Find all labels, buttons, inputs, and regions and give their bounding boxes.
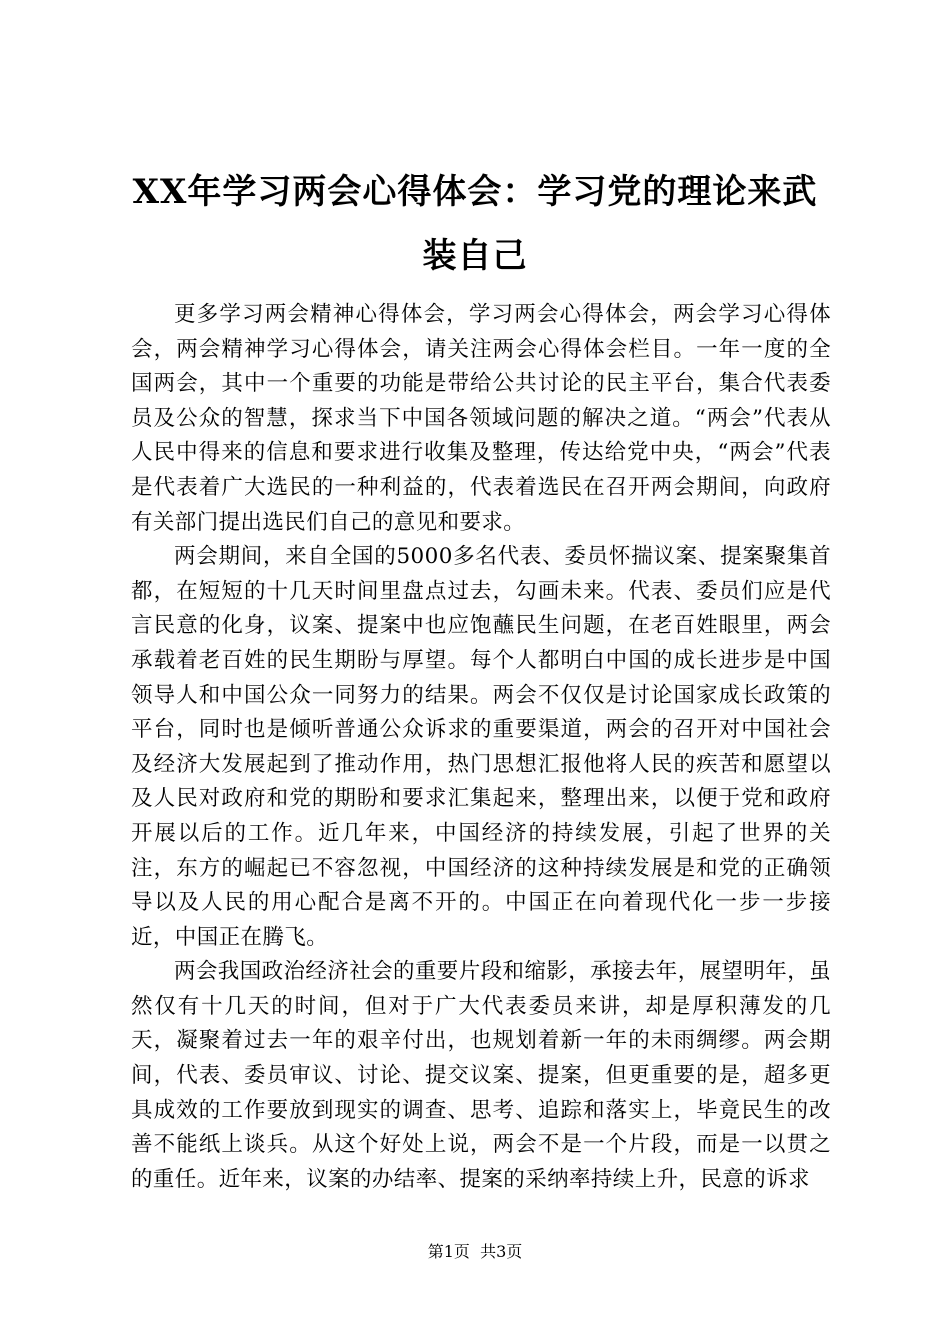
page-number: 第1页	[427, 1242, 470, 1261]
document-title: XX年学习两会心得体会：学习党的理论来武装自己	[132, 172, 818, 276]
document-body	[131, 298, 831, 1197]
paragraph-1: 更多学习两会精神心得体会，学习两会心得体会，两会学习心得体会，两会精神学习心得体会，请关注两会心得体会栏目。一年一度的全国两会，其中一个重要的功能是带给公共讨论的民主平台，集合代表委员及公众的智慧，探求当下中国各领域问题的解决之道。“两会”代表从人民中得来的信息和要求进行收集及整理，传达给党中央，“两会”代表是代表着广大选民的一种利益的，代表着选民在召开两会期间，向政府有关部门提出选民们自己的意见和要求。	[131, 302, 831, 535]
page-footer	[0, 1242, 950, 1262]
paragraph-3: 两会我国政治经济社会的重要片段和缩影，承接去年，展望明年，虽然仅有十几天的时间，但对于广大代表委员来讲，却是厚积薄发的几天，凝聚着过去一年的艰辛付出，也规划着新一年的未雨绸缪。两会期间，代表、委员审议、讨论、提交议案、提案，但更重要的是，超多更具成效的工作要放到现实的调查、思考、追踪和落实上，毕竟民生的改善不能纸上谈兵。从这个好处上说，两会不是一个片段，而是一以贯之的重任。近年来，议案的办结率、提案的采纳率持续上升，民意的诉求	[131, 959, 832, 1192]
paragraph-2: 两会期间，来自全国的5000多名代表、委员怀揣议案、提案聚集首都，在短短的十几天时间里盘点过去，勾画未来。代表、委员们应是代言民意的化身，议案、提案中也应饱蘸民生问题，在老百姓眼里，两会承载着老百姓的民生期盼与厚望。每个人都明白中国的成长进步是中国领导人和中国公众一同努力的结果。两会不仅仅是讨论国家成长政策的平台，同时也是倾听普通公众诉求的重要渠道，两会的召开对中国社会及经济大发展起到了推动作用，热门思想汇报他将人民的疾苦和愿望以及人民对政府和党的期盼和要求汇集起来，整理出来，以便于党和政府开展以后的工作。近几年来，中国经济的持续发展，引起了世界的关注，东方的崛起已不容忽视，中国经济的这种持续发展是和党的正确领导以及人民的用心配合是离不开的。中国正在向着现代化一步一步接近，中国正在腾飞。	[131, 544, 831, 950]
page-total: 共3页	[480, 1242, 523, 1261]
